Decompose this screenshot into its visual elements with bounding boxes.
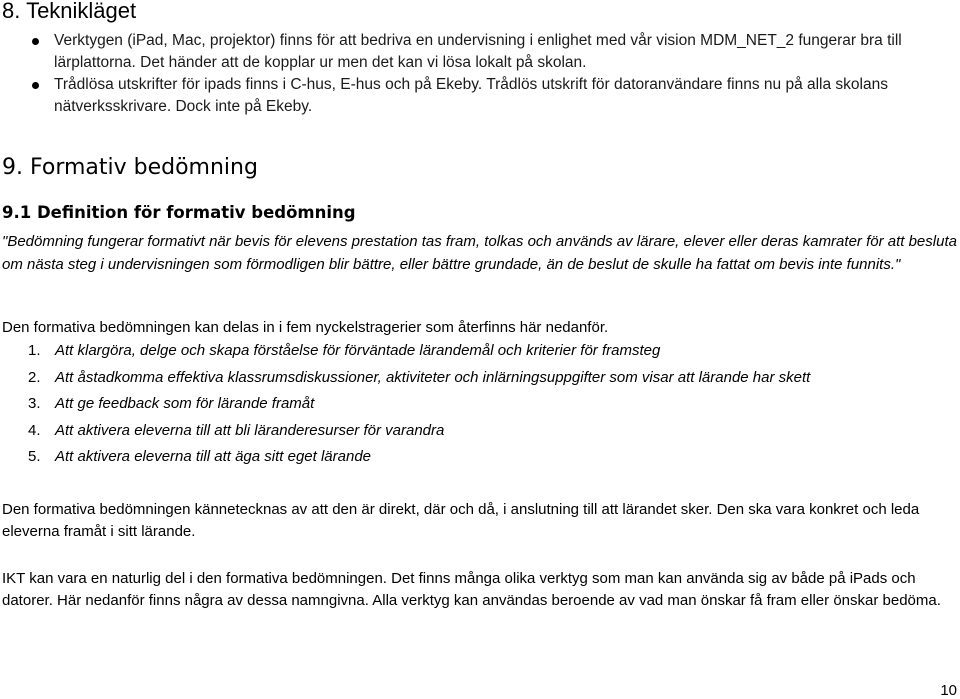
bullet-dot-icon [32, 82, 39, 89]
page-number: 10 [940, 682, 957, 699]
bullet-item: Trådlösa utskrifter för ipads finns i C-hus, E-hus och på Ekeby. Trådlös utskrift för datoranvändare finns nu på alla skolans nätverksskrivare. Dock inte på Ekeby. [0, 74, 950, 118]
list-item: 3. Att ge feedback som för lärande framåt [28, 395, 315, 412]
list-item: 2. Att åstadkomma effektiva klassrumsdiskussioner, aktiviteter och inlärningsuppgifter som visar att lärande har skett [28, 368, 811, 386]
ikt-paragraph: IKT kan vara en naturlig del i den formativa bedömningen. Det finns många olika verktyg som man kan använda sig av både på iPads och datorer. Här nedanför finns några av dessa namngivna. Alla verktyg kan användas beroende av vad man önskar få fram eller önskar bedöma. [2, 570, 941, 609]
bullet-dot-icon [32, 38, 39, 45]
section-9-1-subheading: 9.1 Definition för formativ bedömning [2, 203, 356, 222]
list-item: 5. Att aktivera eleverna till att äga sitt eget lärande [28, 448, 372, 465]
section-8-heading: 8. Teknikläget [2, 0, 137, 23]
list-item: 1. Att klargöra, delge och skapa förståelse för förväntade lärandemål och kriterier för framsteg [28, 342, 661, 359]
section-9-heading: 9. Formativ bedömning [2, 155, 258, 180]
section-8-bullet-list [0, 30, 950, 118]
bullet-item: Verktygen (iPad, Mac, projektor) finns för att bedriva en undervisning i enlighet med vår vision MDM_NET_2 fungerar bra till lärplattorna. Det händer att de kopplar ur men det kan vi lösa lokalt på skolan. [0, 30, 950, 74]
list-item: 4. Att aktivera eleverna till att bli läranderesurser för varandra [28, 421, 445, 439]
formative-assessment-paragraph: Den formativa bedömningen kännetecknas av att den är direkt, där och då, i anslutning till att lärandet sker. Den ska vara konkret och leda eleverna framåt i sitt lärande. [2, 501, 920, 540]
strategies-intro: Den formativa bedömningen kan delas in i fem nyckelstragerier som återfinns här nedanför. [2, 319, 609, 336]
definition-quote: "Bedömning fungerar formativt när bevis för elevens prestation tas fram, tolkas och används av lärare, elever eller deras kamrater för att besluta om nästa steg i undervisningen som förmodligen blir bättre, eller bättre grundade, än de beslut de skulle ha fattat om bevis inte funnits." [2, 233, 957, 273]
key-strategies-list [0, 341, 810, 474]
